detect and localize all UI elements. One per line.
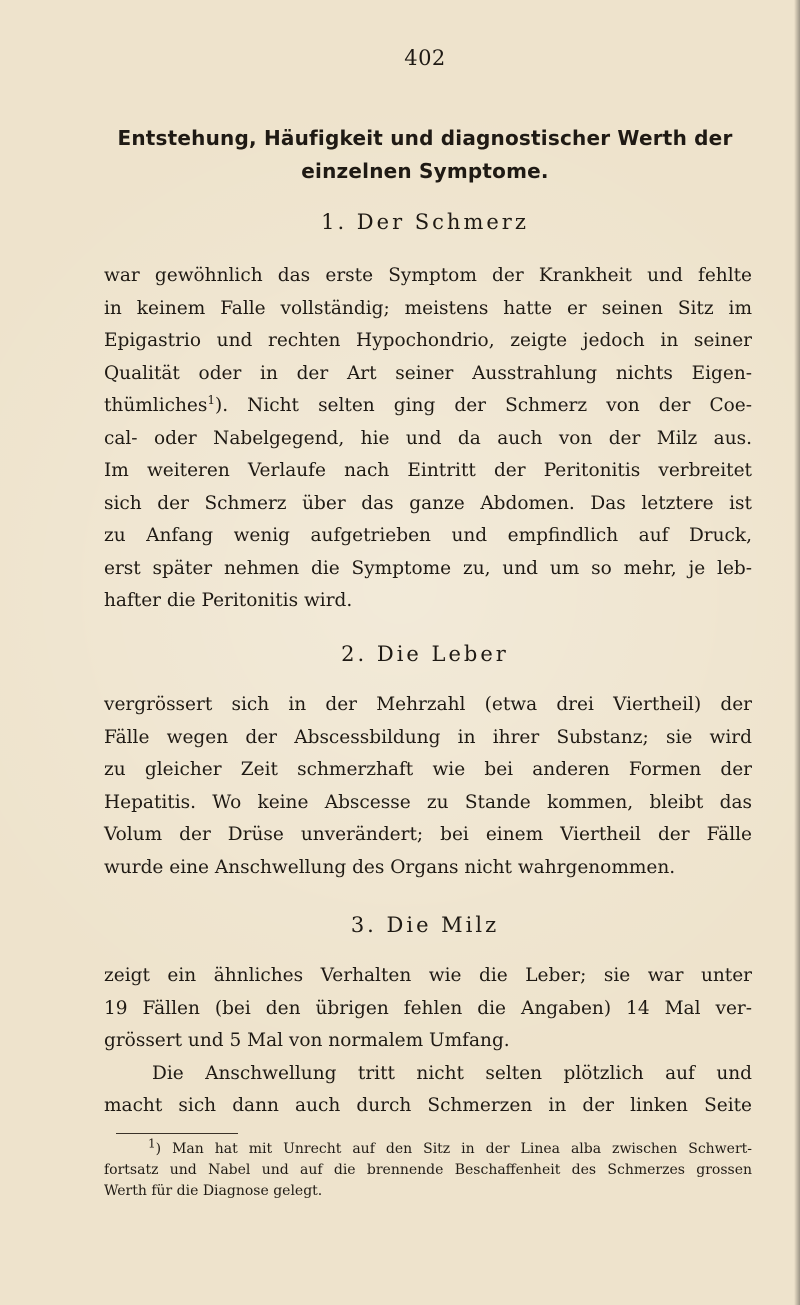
section-title-milz: 3. Die Milz <box>350 913 500 937</box>
text-line: Die Anschwellung tritt nicht selten plötzlich auf und <box>152 1062 752 1084</box>
section-title-leber: 2. Die Leber <box>341 642 509 666</box>
section-body-milz <box>104 960 752 1123</box>
text-line: zeigt ein ähnliches Verhalten wie die Leber; sie war unter <box>104 965 752 986</box>
text-line: wurde eine Anschwellung des Organs nicht wahrgenommen. <box>104 856 676 878</box>
footnote-line: Werth für die Diagnose gelegt. <box>104 1183 323 1199</box>
text-line: erst später nehmen die Symptome zu, und um so mehr, je leb- <box>104 557 752 579</box>
text-line: vergrössert sich in der Mehrzahl (etwa drei Viertheil) der <box>104 694 752 715</box>
chapter-heading-line-2: einzelnen Symptome. <box>301 159 549 183</box>
text-line: hafter die Peritonitis wird. <box>104 590 353 611</box>
text-line: sich der Schmerz über das ganze Abdomen. Das letztere ist <box>104 492 752 514</box>
text-line: zu Anfang wenig aufgetrieben und empfindlich auf Druck, <box>104 525 752 546</box>
chapter-heading <box>90 122 760 188</box>
section-title-schmerz: 1. Der Schmerz <box>321 210 529 234</box>
footnote-reference: 1 <box>207 392 215 407</box>
text-line <box>104 390 752 423</box>
text-line: zu gleicher Zeit schmerzhaft wie bei anderen Formen der <box>104 759 752 780</box>
chapter-heading-line-1: Entstehung, Häufigkeit und diagnostischer Werth der <box>117 126 733 150</box>
text-fragment: ). Nicht selten ging der Schmerz von der Coe- <box>215 395 752 416</box>
text-line: in keinem Falle vollständig; meistens hatte er seinen Sitz im <box>104 297 752 319</box>
footnote-line: fortsatz und Nabel und auf die brennende Beschaffenheit des Schmerzes grossen <box>104 1162 752 1178</box>
footnote-line <box>104 1136 752 1160</box>
text-line: Im weiteren Verlaufe nach Eintritt der Peritonitis verbreitet <box>104 460 752 481</box>
text-line: Epigastrio und rechten Hypochondrio, zeigte jedoch in seiner <box>104 330 752 351</box>
section-body-leber <box>104 689 752 884</box>
text-line: grössert und 5 Mal von normalem Umfang. <box>104 1030 510 1051</box>
text-line: Hepatitis. Wo keine Abscesse zu Stande kommen, bleibt das <box>104 791 752 813</box>
text-line: macht sich dann auch durch Schmerzen in der linken Seite <box>104 1095 752 1116</box>
text-line: 19 Fällen (bei den übrigen fehlen die Angaben) 14 Mal ver- <box>104 997 752 1019</box>
text-line: Fälle wegen der Abscessbildung in ihrer Substanz; sie wird <box>104 726 752 748</box>
section-body-schmerz <box>104 260 752 618</box>
text-fragment: thümliches <box>104 395 208 416</box>
text-line: Qualität oder in der Art seiner Ausstrahlung nichts Eigen- <box>104 362 752 384</box>
footnote-divider <box>116 1133 238 1134</box>
text-fragment: ) Man hat mit Unrecht auf den Sitz in der Linea alba zwischen Schwert- <box>155 1141 752 1157</box>
footnote <box>104 1136 752 1202</box>
page-number: 402 <box>404 46 446 70</box>
text-line: Volum der Drüse unverändert; bei einem Viertheil der Fälle <box>104 824 752 845</box>
text-line: war gewöhnlich das erste Symptom der Krankheit und fehlte <box>104 265 752 286</box>
text-line: cal- oder Nabelgegend, hie und da auch von der Milz aus. <box>104 427 752 449</box>
footnote-marker: 1 <box>148 1136 156 1151</box>
